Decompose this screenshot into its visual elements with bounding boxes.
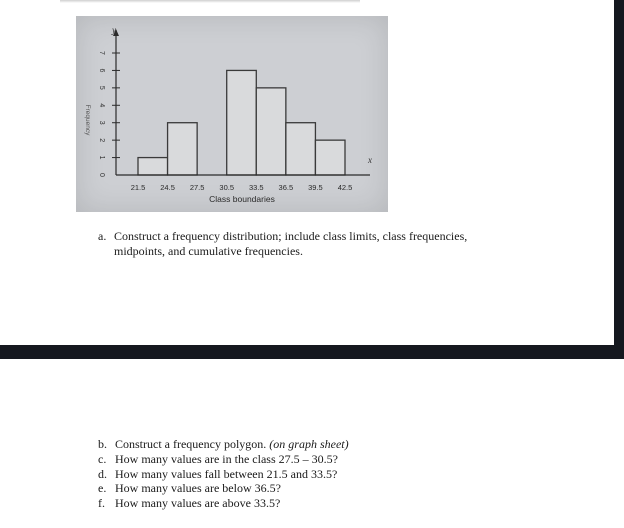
question-a-text-line1: Construct a frequency distribution; include class limits, class frequencies, bbox=[114, 229, 468, 243]
question-a-marker: a. bbox=[98, 229, 107, 243]
y-tick-label: 5 bbox=[98, 85, 105, 90]
y-tick-label: 1 bbox=[98, 155, 105, 160]
x-tick-label: 30.5 bbox=[219, 183, 235, 192]
question-a-text-line2: midpoints, and cumulative frequencies. bbox=[114, 244, 303, 258]
question-b-text: Construct a frequency polygon. bbox=[115, 437, 267, 451]
question-d-marker: d. bbox=[98, 466, 107, 481]
question-b-marker: b. bbox=[98, 437, 107, 451]
y-tick-label: 4 bbox=[98, 103, 105, 108]
histogram-bar-5 bbox=[256, 88, 286, 175]
bars-layer bbox=[138, 70, 345, 175]
question-e bbox=[98, 481, 498, 496]
histogram-bar-4 bbox=[227, 70, 257, 175]
question-d-text: How many values fall between 21.5 and 33.5? bbox=[115, 466, 338, 481]
x-axis-letter: x bbox=[368, 155, 372, 165]
question-c bbox=[98, 452, 498, 467]
histogram-bar-2 bbox=[168, 123, 198, 175]
page-divider-band bbox=[0, 345, 624, 359]
cut-off-text-line bbox=[60, 0, 360, 3]
question-e-marker: e. bbox=[98, 481, 107, 496]
question-c-marker: c. bbox=[98, 451, 107, 466]
question-f-text: How many values are above 33.5? bbox=[115, 496, 281, 511]
y-tick-label: 3 bbox=[98, 120, 105, 125]
x-axis-title: Class boundaries bbox=[209, 194, 275, 204]
y-tick-label: 0 bbox=[98, 173, 105, 177]
x-tick-label: 33.5 bbox=[248, 183, 264, 192]
histogram-bar-7 bbox=[315, 140, 345, 175]
histogram-bar-1 bbox=[138, 158, 168, 175]
y-axis-title: Frequency bbox=[84, 104, 91, 136]
y-tick-label: 2 bbox=[98, 138, 105, 143]
question-f bbox=[98, 496, 498, 511]
dark-right-gutter bbox=[614, 0, 624, 345]
x-tick-label: 36.5 bbox=[278, 183, 294, 192]
question-c-text: How many values are in the class 27.5 – 30.5? bbox=[115, 451, 338, 466]
histogram-photo bbox=[76, 16, 388, 212]
question-d bbox=[98, 467, 498, 482]
question-b bbox=[98, 437, 498, 452]
questions-list bbox=[98, 437, 498, 511]
x-tick-label: 24.5 bbox=[160, 183, 175, 192]
x-tick-label: 39.5 bbox=[308, 183, 323, 192]
question-f-marker: f. bbox=[98, 496, 105, 511]
x-tick-label: 27.5 bbox=[189, 183, 205, 192]
y-axis-letter: y bbox=[112, 25, 116, 35]
histogram-bar-6 bbox=[286, 123, 316, 175]
histogram-chart bbox=[76, 16, 388, 212]
question-b-note: (on graph sheet) bbox=[269, 437, 349, 451]
x-tick-label: 21.5 bbox=[130, 183, 146, 192]
question-a bbox=[98, 229, 518, 259]
question-e-text: How many values are below 36.5? bbox=[115, 481, 281, 496]
y-tick-label: 6 bbox=[98, 68, 105, 73]
x-tick-label: 42.5 bbox=[337, 183, 353, 192]
y-tick-label: 7 bbox=[98, 51, 105, 55]
